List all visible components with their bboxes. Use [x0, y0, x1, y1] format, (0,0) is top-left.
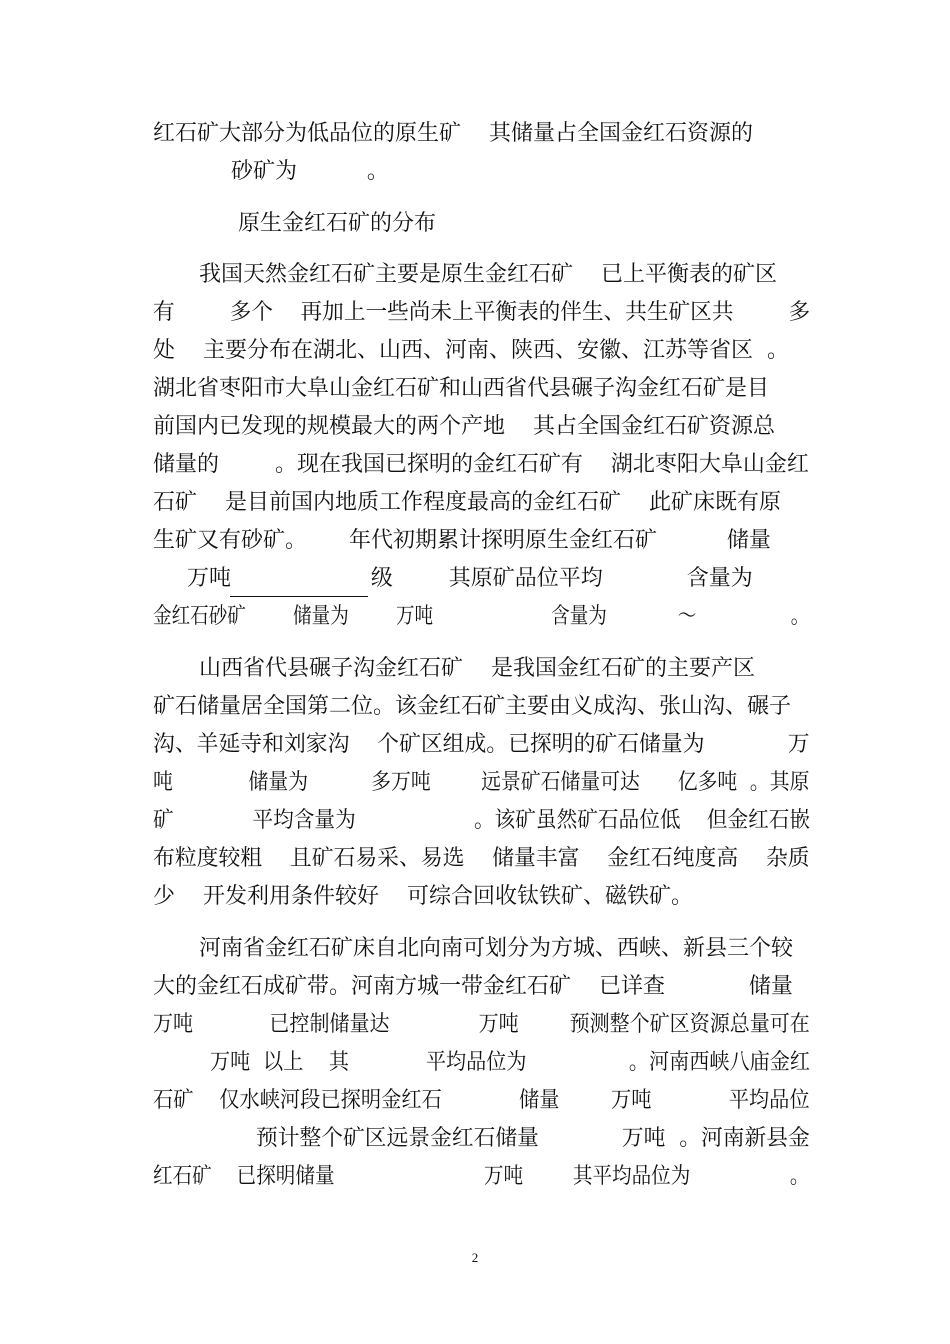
text-line-10: 石矿 是目前国内地质工作程度最高的金红石矿 此矿床既有原 — [153, 490, 781, 515]
text-line-4: 我国天然金红石矿主要是原生金红石矿 已上平衡表的矿区 — [199, 262, 777, 287]
text-line-15: 矿石储量居全国第二位。该金红石矿主要由义成沟、张山沟、碾子 — [153, 694, 792, 719]
text-line-2: 砂矿为 。 — [231, 159, 389, 184]
text-line-7: 湖北省枣阳市大阜山金红石矿和山西省代县碾子沟金红石矿是目 — [153, 376, 770, 401]
text-line-12: 万吨 级 其原矿品位平均 含量为 — [187, 566, 753, 591]
text-line-27: 红石矿 已探明储量 万吨 其平均品位为 。 — [153, 1164, 810, 1189]
text-line-13: 金红石砂矿 储量为 万吨 含量为 ～ 。 — [153, 604, 810, 629]
text-line-1: 红石矿大部分为低品位的原生矿 其储量占全国金红石资源的 — [153, 121, 753, 146]
text-line-17: 吨 储量为 多万吨 远景矿石储量可达 亿多吨 。其原 — [153, 770, 810, 795]
text-line-23: 万吨 已控制储量达 万吨 预测整个矿区资源总量可在 — [153, 1012, 810, 1037]
text-line-6: 处 主要分布在湖北、山西、河南、陕西、安徽、江苏等省区 。 — [153, 338, 789, 363]
underline — [230, 596, 368, 597]
text-line-20: 少 开发利用条件较好 可综合回收钛铁矿、磁铁矿。 — [153, 884, 693, 909]
text-line-21: 河南省金红石矿床自北向南可划分为方城、西峡、新县三个较 — [199, 936, 794, 961]
section-heading: 原生金红石矿的分布 — [238, 211, 437, 236]
text-line-8: 前国内已发现的规模最大的两个产地 其占全国金红石矿资源总 — [153, 414, 775, 439]
text-line-5: 有 多个 再加上一些尚未上平衡表的伴生、共生矿区共 多 — [153, 300, 811, 325]
text-line-22: 大的金红石成矿带。河南方城一带金红石矿 已详查 储量 — [153, 974, 793, 999]
text-line-11: 生矿又有砂矿。 年代初期累计探明原生金红石矿 储量 — [153, 528, 771, 553]
page-number: 2 — [471, 1250, 479, 1265]
text-line-19: 布粒度较粗 且矿石易采、易选 储量丰富 金红石纯度高 杂质 — [153, 846, 810, 871]
text-line-16: 沟、羊延寺和刘家沟 个矿区组成。已探明的矿石储量为 万 — [153, 732, 810, 757]
text-line-24: 万吨 以上 其 平均品位为 。河南西峡八庙金红 — [210, 1050, 811, 1075]
text-line-14: 山西省代县碾子沟金红石矿 是我国金红石矿的主要产区 — [199, 656, 755, 681]
text-line-18: 矿 平均含量为 。该矿虽然矿石品位低 但金红石嵌 — [153, 808, 811, 833]
text-line-26: 预计整个矿区远景金红石储量 万吨 。河南新县金 — [256, 1126, 810, 1151]
text-line-9: 储量的 。现在我国已探明的金红石矿有 湖北枣阳大阜山金红 — [153, 452, 809, 477]
text-line-25: 石矿 仅水峡河段已探明金红石 储量 万吨 平均品位 — [153, 1088, 810, 1113]
